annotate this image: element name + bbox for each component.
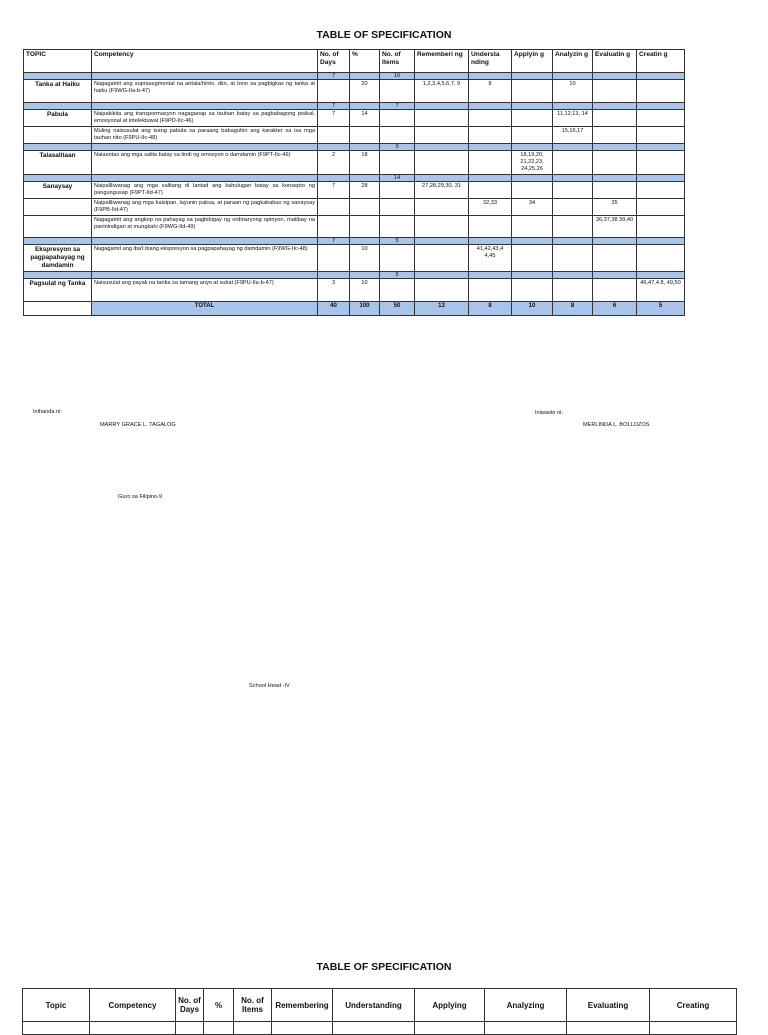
evaluating-cell: 36,37,38 39,40 xyxy=(593,216,637,238)
percent-cell xyxy=(350,199,380,216)
separator-cell xyxy=(415,73,469,80)
separator-cell xyxy=(637,144,685,151)
topic-cell-empty xyxy=(24,216,92,238)
separator-days xyxy=(318,272,350,279)
understanding-cell xyxy=(469,151,512,175)
separator-cell xyxy=(415,175,469,182)
creating-cell xyxy=(637,80,685,103)
percent-cell: 20 xyxy=(350,80,380,103)
evaluating-cell xyxy=(593,182,637,199)
page-title: TABLE OF SPECIFICATION xyxy=(316,29,452,41)
header-analyzing: Analyzin g xyxy=(553,50,593,73)
items-cell xyxy=(380,279,415,302)
specification-table-2 xyxy=(22,988,737,1035)
understanding-cell xyxy=(469,127,512,144)
table-row xyxy=(24,216,685,238)
section-separator-row xyxy=(24,144,685,151)
analyzing-cell xyxy=(553,182,593,199)
separator-cell xyxy=(637,103,685,110)
analyzing-cell xyxy=(553,151,593,175)
section-separator-row xyxy=(24,103,685,110)
separator-cell xyxy=(637,272,685,279)
header-understanding: Understa nding xyxy=(469,50,512,73)
analyzing-cell: 11,12,13, 14 xyxy=(553,110,593,127)
percent-cell xyxy=(350,216,380,238)
separator-cell xyxy=(469,272,512,279)
analyzing-cell xyxy=(553,216,593,238)
separator-cell xyxy=(469,238,512,245)
competency-cell: Naisusulat ang payak na tanka sa tamang anyo at sukat (F9PU-IIa-b-47) xyxy=(92,279,318,302)
topic-cell: Sanaysay xyxy=(24,182,92,199)
separator-cell xyxy=(350,175,380,182)
competency-cell: Nagagamit ang suprasegmental na antala/hinto, diin, at tono sa pagbigkas ng tanka at haiku (F9WG-IIa-b-47) xyxy=(92,80,318,103)
remembering-cell: 1,2,3,4,5,6,7, 9 xyxy=(415,80,469,103)
creating-cell xyxy=(637,151,685,175)
table-row xyxy=(24,110,685,127)
separator-cell xyxy=(553,272,593,279)
understanding-cell: 8 xyxy=(469,80,512,103)
items-cell xyxy=(380,127,415,144)
analyzing-cell xyxy=(553,279,593,302)
separator-cell xyxy=(350,144,380,151)
header-evaluating: Evaluatin g xyxy=(593,50,637,73)
separator-cell xyxy=(512,144,553,151)
separator-cell xyxy=(92,144,318,151)
topic-cell: Ekspresyon sa pagpapahayag ng damdamin xyxy=(24,245,92,272)
analyzing-cell xyxy=(553,245,593,272)
separator-cell xyxy=(593,238,637,245)
applying-cell xyxy=(512,80,553,103)
table-body xyxy=(24,73,685,302)
understanding-cell xyxy=(469,182,512,199)
separator-days: 7 xyxy=(318,103,350,110)
days-cell: 7 xyxy=(318,110,350,127)
competency-cell: Naiaantas ang mga salita batay sa tindi ng emosyon o damdamin (F9PT-IIc-46) xyxy=(92,151,318,175)
separator-cell xyxy=(415,144,469,151)
separator-cell xyxy=(637,73,685,80)
separator-cell xyxy=(24,272,92,279)
separator-cell xyxy=(637,175,685,182)
separator-days xyxy=(318,175,350,182)
separator-cell xyxy=(92,238,318,245)
section-separator-row xyxy=(24,238,685,245)
separator-cell xyxy=(469,103,512,110)
separator-days xyxy=(318,144,350,151)
second-page-title: TABLE OF SPECIFICATION xyxy=(316,961,452,973)
section-separator-row xyxy=(24,272,685,279)
separator-cell xyxy=(512,175,553,182)
total-evaluating: 6 xyxy=(593,302,637,316)
prepared-by-role: Guro sa Filipino-9 xyxy=(118,494,163,500)
separator-items: 9 xyxy=(380,144,415,151)
separator-cell xyxy=(92,73,318,80)
separator-cell xyxy=(350,73,380,80)
analyzing-cell xyxy=(553,199,593,216)
percent-cell: 28 xyxy=(350,182,380,199)
table2-header-items: No. of Items xyxy=(234,989,272,1022)
separator-cell xyxy=(92,103,318,110)
table2-header-days: No. of Days xyxy=(176,989,204,1022)
topic-cell-empty xyxy=(24,199,92,216)
creating-cell xyxy=(637,127,685,144)
days-cell xyxy=(318,199,350,216)
applying-cell xyxy=(512,216,553,238)
percent-cell xyxy=(350,127,380,144)
creating-cell xyxy=(637,199,685,216)
total-remembering: 13 xyxy=(415,302,469,316)
header-remembering: Rememberi ng xyxy=(415,50,469,73)
table2-row xyxy=(23,1022,737,1035)
days-cell xyxy=(318,80,350,103)
separator-items: 7 xyxy=(380,103,415,110)
evaluating-cell xyxy=(593,279,637,302)
separator-cell xyxy=(593,144,637,151)
separator-cell xyxy=(92,175,318,182)
applying-cell xyxy=(512,182,553,199)
table-row xyxy=(24,199,685,216)
total-creating: 5 xyxy=(637,302,685,316)
table-row xyxy=(24,127,685,144)
separator-days: 7 xyxy=(318,238,350,245)
applying-cell: 18,19,20, 21,22,23, 24,25,26 xyxy=(512,151,553,175)
topic-cell: Pabula xyxy=(24,110,92,127)
creating-cell xyxy=(637,245,685,272)
separator-cell xyxy=(24,238,92,245)
competency-cell: Muling naisusulat ang isang pabula sa paraang babaguhin ang karakter sa isa mga tauhan nito (F9PU-IIc-48) xyxy=(92,127,318,144)
header-applying: Applyin g xyxy=(512,50,553,73)
topic-cell-empty xyxy=(24,127,92,144)
competency-cell: Nagagamit ang angkop na pahayag sa pagbibigay ng ordinaryong opinyon, matibay na paninindigan at mungkahi (F9WG-IId-49) xyxy=(92,216,318,238)
analyzing-cell: 10 xyxy=(553,80,593,103)
separator-cell xyxy=(553,238,593,245)
separator-days: 7 xyxy=(318,73,350,80)
topic-cell: Pagsulat ng Tanka xyxy=(24,279,92,302)
remembering-cell xyxy=(415,245,469,272)
analyzing-cell: 15,16,17 xyxy=(553,127,593,144)
separator-cell xyxy=(512,238,553,245)
table2-header-percent: % xyxy=(204,989,234,1022)
separator-cell xyxy=(637,238,685,245)
table2-header-creating: Creating xyxy=(650,989,737,1022)
understanding-cell: 32,33 xyxy=(469,199,512,216)
total-days: 40 xyxy=(318,302,350,316)
separator-items: 10 xyxy=(380,73,415,80)
separator-cell xyxy=(350,103,380,110)
separator-cell xyxy=(593,103,637,110)
separator-items: 5 xyxy=(380,238,415,245)
checked-by-role: School Head -IV xyxy=(249,683,290,689)
header-topic: TOPIC xyxy=(24,50,92,73)
table2-header-evaluating: Evaluating xyxy=(567,989,650,1022)
separator-cell xyxy=(553,144,593,151)
prepared-by-label: Inihanda ni: xyxy=(33,409,62,415)
specification-table xyxy=(23,49,685,316)
checked-by-label: Iniwasto ni: xyxy=(535,410,563,416)
separator-cell xyxy=(24,175,92,182)
remembering-cell xyxy=(415,110,469,127)
items-cell xyxy=(380,110,415,127)
competency-cell: Naipaliliwanag ang mga salitang di lantad ang kahulugan batay sa konsepto ng pangungusap (F9PT-IId-47) xyxy=(92,182,318,199)
separator-items: 14 xyxy=(380,175,415,182)
header-competency: Competency xyxy=(92,50,318,73)
topic-cell: Talasalitaan xyxy=(24,151,92,175)
separator-cell xyxy=(24,103,92,110)
evaluating-cell xyxy=(593,110,637,127)
table-row xyxy=(24,182,685,199)
creating-cell: 46,47,4 8, 49,50 xyxy=(637,279,685,302)
table2-header-topic: Topic xyxy=(23,989,90,1022)
total-label: TOTAL xyxy=(92,302,318,316)
table2-header-analyzing: Analyzing xyxy=(485,989,567,1022)
evaluating-cell xyxy=(593,80,637,103)
competency-cell: Naipakikita ang transpormasyon nagaganap sa tauhan batay sa pagbabagong pisikal, emosyonal at intelektuwal (F9PD-IIc-46) xyxy=(92,110,318,127)
section-separator-row xyxy=(24,175,685,182)
table2-header-competency: Competency xyxy=(90,989,176,1022)
percent-cell: 18 xyxy=(350,151,380,175)
separator-cell xyxy=(469,144,512,151)
applying-cell xyxy=(512,110,553,127)
total-items: 50 xyxy=(380,302,415,316)
percent-cell: 10 xyxy=(350,279,380,302)
table-row xyxy=(24,245,685,272)
table-row xyxy=(24,151,685,175)
section-separator-row xyxy=(24,73,685,80)
items-cell xyxy=(380,80,415,103)
separator-cell xyxy=(593,73,637,80)
separator-cell xyxy=(415,238,469,245)
separator-cell xyxy=(92,272,318,279)
total-understanding: 8 xyxy=(469,302,512,316)
percent-cell: 14 xyxy=(350,110,380,127)
separator-cell xyxy=(593,175,637,182)
separator-cell xyxy=(593,272,637,279)
applying-cell xyxy=(512,279,553,302)
items-cell xyxy=(380,245,415,272)
days-cell xyxy=(318,216,350,238)
separator-cell xyxy=(512,103,553,110)
table2-header-remembering: Remembering xyxy=(272,989,333,1022)
header-days: No. of Days xyxy=(318,50,350,73)
checked-by-name: MERLINDA L. BOLLOZOS xyxy=(583,422,650,428)
remembering-cell: 27,28,29,30, 31 xyxy=(415,182,469,199)
understanding-cell xyxy=(469,279,512,302)
items-cell xyxy=(380,216,415,238)
understanding-cell xyxy=(469,216,512,238)
understanding-cell xyxy=(469,110,512,127)
applying-cell: 34 xyxy=(512,199,553,216)
days-cell xyxy=(318,127,350,144)
applying-cell xyxy=(512,245,553,272)
header-creating: Creatin g xyxy=(637,50,685,73)
topic-cell: Tanka at Haiku xyxy=(24,80,92,103)
evaluating-cell xyxy=(593,127,637,144)
remembering-cell xyxy=(415,279,469,302)
table-header-row xyxy=(24,50,685,73)
separator-cell xyxy=(350,272,380,279)
applying-cell xyxy=(512,127,553,144)
separator-cell xyxy=(553,175,593,182)
evaluating-cell xyxy=(593,151,637,175)
days-cell: 7 xyxy=(318,182,350,199)
total-applying: 10 xyxy=(512,302,553,316)
evaluating-cell: 35 xyxy=(593,199,637,216)
competency-cell: Nagagamit ang iba't ibang ekspresyon sa pagpapahayag ng damdamin (F9WG-IIc-48) xyxy=(92,245,318,272)
header-percent: % xyxy=(350,50,380,73)
header-items: No. of Items xyxy=(380,50,415,73)
total-row xyxy=(24,302,685,316)
table-row xyxy=(24,279,685,302)
percent-cell: 10 xyxy=(350,245,380,272)
table2-header-applying: Applying xyxy=(415,989,485,1022)
separator-cell xyxy=(512,272,553,279)
prepared-by-name: MARRY GRACE L. TAGALOG xyxy=(100,422,176,428)
separator-cell xyxy=(469,73,512,80)
table-row xyxy=(24,80,685,103)
remembering-cell xyxy=(415,151,469,175)
understanding-cell: 41,42,43,4 4,45 xyxy=(469,245,512,272)
remembering-cell xyxy=(415,216,469,238)
creating-cell xyxy=(637,216,685,238)
competency-cell: Naipaliliwanag ang mga kaisipan, layunin paksa, at paraan ng pagkakabuo ng sanaysay (F9PB-IId-47) xyxy=(92,199,318,216)
total-percent: 100 xyxy=(350,302,380,316)
separator-cell xyxy=(415,272,469,279)
separator-cell xyxy=(469,175,512,182)
separator-cell xyxy=(24,144,92,151)
separator-cell xyxy=(24,73,92,80)
separator-cell xyxy=(350,238,380,245)
separator-cell xyxy=(512,73,553,80)
separator-cell xyxy=(553,103,593,110)
remembering-cell xyxy=(415,127,469,144)
days-cell xyxy=(318,245,350,272)
separator-cell xyxy=(415,103,469,110)
total-analyzing: 8 xyxy=(553,302,593,316)
creating-cell xyxy=(637,110,685,127)
table2-header-row xyxy=(23,989,737,1022)
items-cell xyxy=(380,151,415,175)
creating-cell xyxy=(637,182,685,199)
items-cell xyxy=(380,182,415,199)
items-cell xyxy=(380,199,415,216)
separator-cell xyxy=(553,73,593,80)
days-cell: 2 xyxy=(318,151,350,175)
table2-header-understanding: Understanding xyxy=(333,989,415,1022)
remembering-cell xyxy=(415,199,469,216)
total-blank-cell xyxy=(24,302,92,316)
days-cell: 3 xyxy=(318,279,350,302)
evaluating-cell xyxy=(593,245,637,272)
separator-items: 5 xyxy=(380,272,415,279)
